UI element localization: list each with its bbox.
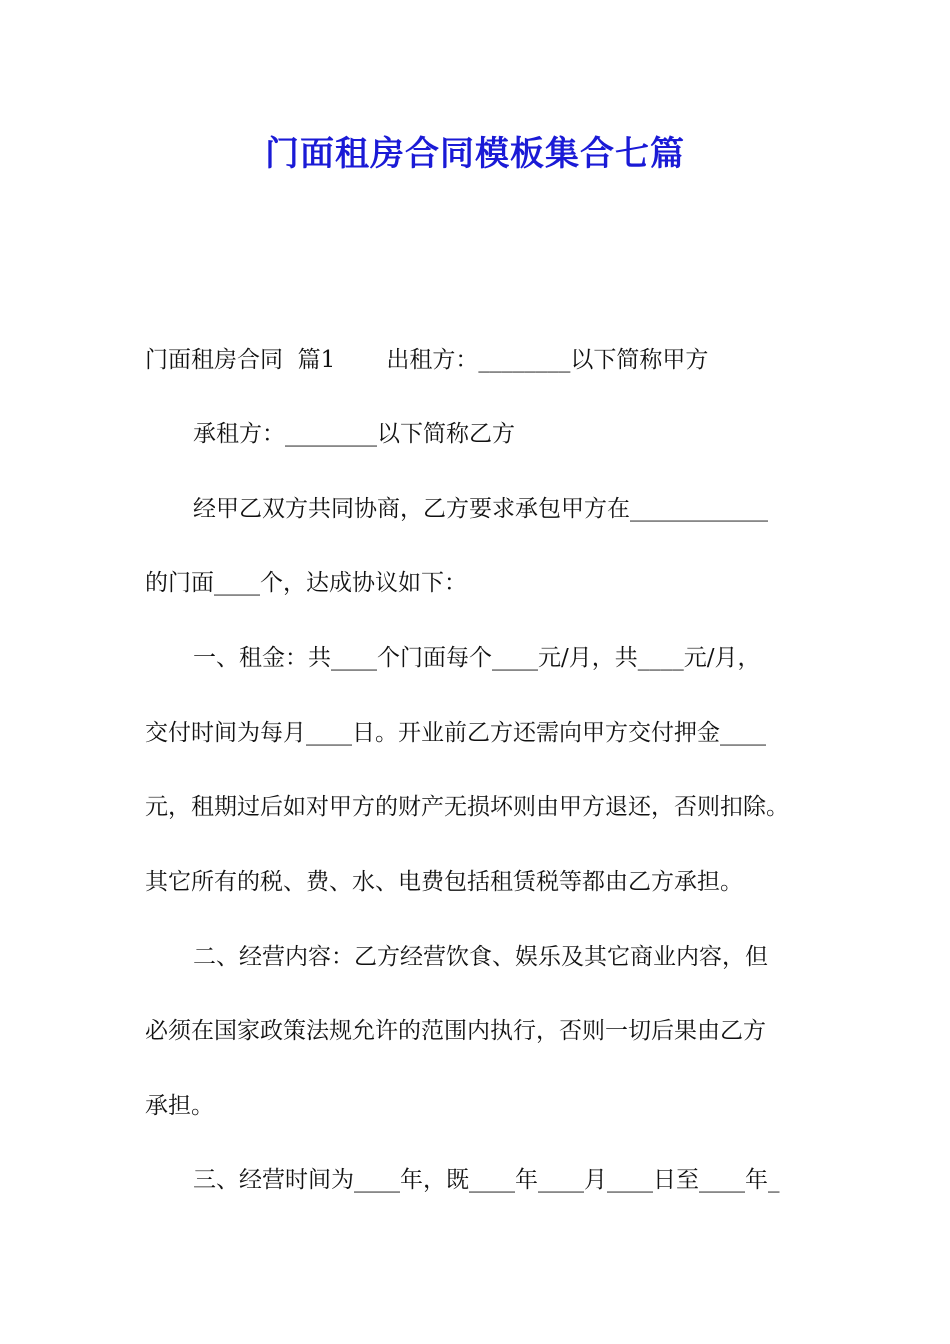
paragraph-line: 交付时间为每月____日。开业前乙方还需向甲方交付押金____ <box>145 720 766 746</box>
contract-header-line: 门面租房合同 篇1 出租方：________以下简称甲方 <box>145 347 709 373</box>
paragraph-line: 元，租期过后如对甲方的财产无损坏则由甲方退还，否则扣除。 <box>145 794 789 820</box>
paragraph-line: 经甲乙双方共同协商，乙方要求承包甲方在____________ <box>193 496 768 522</box>
paragraph-line: 其它所有的税、费、水、电费包括租赁税等都由乙方承担。 <box>145 869 743 895</box>
paragraph-line: 必须在国家政策法规允许的范围内执行，否则一切后果由乙方 <box>145 1018 766 1044</box>
clause-business-line: 二、经营内容：乙方经营饮食、娱乐及其它商业内容，但 <box>193 944 768 970</box>
paragraph-line: 的门面____个，达成协议如下： <box>145 570 467 596</box>
paragraph-line: 承担。 <box>145 1093 214 1119</box>
document-title: 门面租房合同模板集合七篇 <box>265 134 685 174</box>
clause-rent-line: 一、租金：共____个门面每个____元/月，共____元/月， <box>193 645 761 671</box>
clause-term-line: 三、经营时间为____年，既____年____月____日至____年_ <box>193 1167 780 1193</box>
lessee-line: 承租方：________以下简称乙方 <box>193 421 515 447</box>
